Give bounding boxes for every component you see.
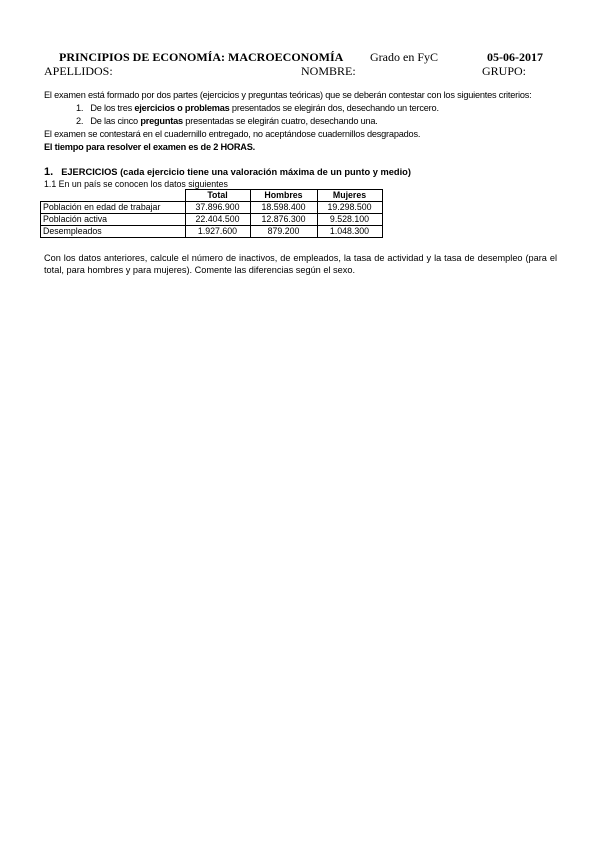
table-cell-label: Desempleados — [41, 226, 186, 238]
table-row — [41, 214, 383, 226]
criteria-item-bold: preguntas — [140, 116, 183, 126]
criteria-item-text: De los tres — [90, 103, 135, 113]
criteria-item-number: 2. — [76, 116, 84, 126]
time-limit-notice: El tiempo para resolver el examen es de 2 HORAS. — [44, 142, 255, 152]
instructions-line-2: El examen se contestará en el cuadernillo entregado, no aceptándose cuadernillos desgrapados. — [44, 129, 421, 139]
table-cell-label: Población en edad de trabajar — [41, 202, 186, 214]
criteria-item-questions — [76, 115, 564, 128]
table-cell: 1.048.300 — [317, 226, 382, 238]
exercise-label: 1.1 En un país se conocen los datos siguientes — [44, 179, 228, 189]
table-cell: 9.528.100 — [317, 214, 382, 226]
criteria-item-text: presentadas se elegirán cuatro, desechando una. — [182, 116, 378, 126]
criteria-item-text: De las cinco — [90, 116, 141, 126]
exercise-question: Con los datos anteriores, calcule el número de inactivos, de empleados, la tasa de actividad y la tasa de desempleo (para el total, para hombres y para mujeres). Comente las diferencias según el sexo. — [44, 253, 557, 275]
table-cell: 19.298.500 — [317, 202, 382, 214]
degree-label: Grado en FyC — [370, 50, 438, 64]
table-cell: 1.927.600 — [185, 226, 250, 238]
table-cell: 22.404.500 — [185, 214, 250, 226]
criteria-item-exercises — [76, 102, 564, 115]
table-header-empty — [41, 190, 186, 202]
criteria-item-number: 1. — [76, 103, 84, 113]
criteria-item-bold: ejercicios o problemas — [134, 103, 230, 113]
table-cell: 37.896.900 — [185, 202, 250, 214]
criteria-item-text: presentados se elegirán dos, desechando un tercero. — [229, 103, 439, 113]
table-row — [41, 202, 383, 214]
table-header-women: Mujeres — [317, 190, 382, 202]
section-title: EJERCICIOS (cada ejercicio tiene una valoración máxima de un punto y medio) — [61, 167, 411, 177]
table-header-total: Total — [185, 190, 250, 202]
group-label: GRUPO: — [482, 64, 527, 78]
table-cell: 879.200 — [250, 226, 317, 238]
exam-date: 05-06-2017 — [487, 50, 543, 64]
table-header-men: Hombres — [250, 190, 317, 202]
section-heading — [44, 166, 411, 178]
table-header-row — [41, 190, 383, 202]
data-table — [40, 189, 383, 238]
table-cell-label: Población activa — [41, 214, 186, 226]
table-cell: 18.598.400 — [250, 202, 317, 214]
table-cell: 12.876.300 — [250, 214, 317, 226]
name-label: NOMBRE: — [301, 64, 356, 78]
section-number: 1. — [44, 166, 54, 178]
exam-instructions — [44, 89, 564, 154]
instructions-line-1: El examen está formado por dos partes (ejercicios y preguntas teóricas) que se deberán contestar con los siguientes criterios: — [44, 90, 532, 100]
table-row — [41, 226, 383, 238]
course-title: PRINCIPIOS DE ECONOMÍA: MACROECONOMÍA — [59, 50, 344, 64]
criteria-list — [44, 102, 564, 128]
surname-label: APELLIDOS: — [44, 64, 113, 78]
